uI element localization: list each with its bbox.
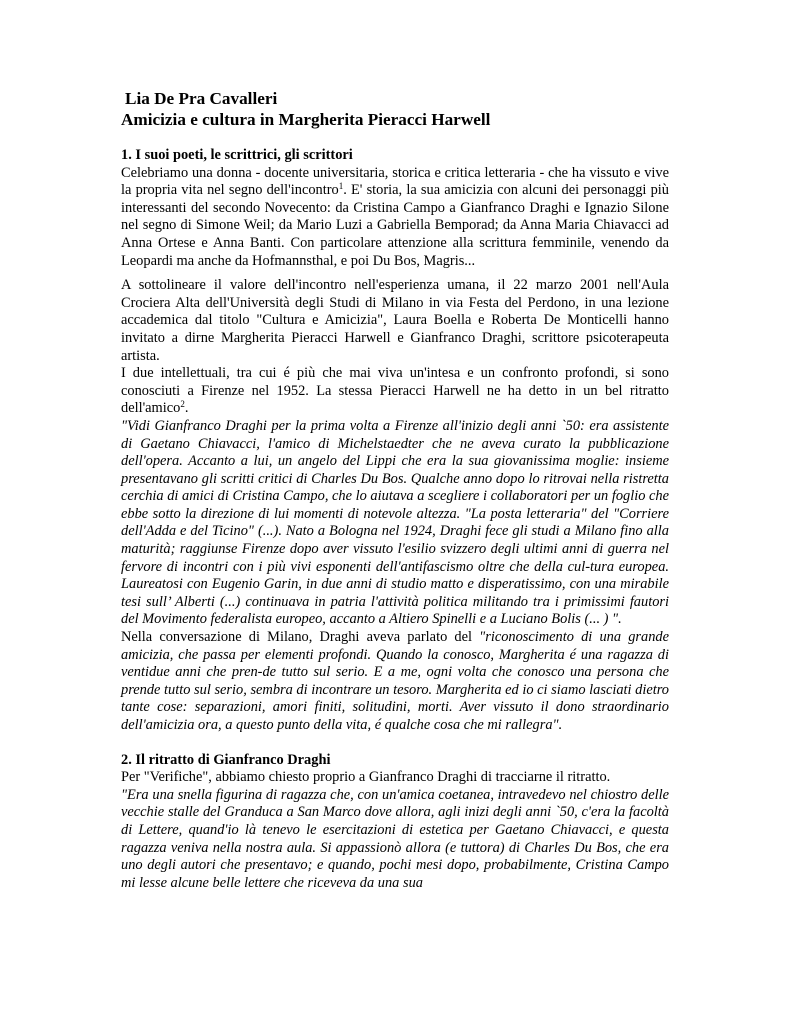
paragraph-text: Nella conversazione di Milano, Draghi aveva parlato del xyxy=(121,629,480,646)
author-name: Lia De Pra Cavalleri xyxy=(125,89,278,108)
section-1-paragraph-2: A sottolineare il valore dell'incontro nell'esperienza umana, il 22 marzo 2001 nell'Aula Crociera Alta dell'Università degli Studi di Milano in via Festa del Perdono, in una lezione accademica dal titolo "Cultura e Amicizia", Laura Boella e Roberta De Monticelli hanno invitato a dirne Margherita Pieracci Harwell e Gianfranco Draghi, scrittore psicoterapeuta artista. xyxy=(121,277,669,364)
section-1-paragraph-3 xyxy=(121,365,669,418)
section-2-paragraph-1: Per "Verifiche", abbiamo chiesto proprio a Gianfranco Draghi di tracciarne il ritratto. xyxy=(121,769,611,786)
inline-quote: "riconoscimento di una grande amicizia, che passa per elementi profondi. Quando la conosco, Margherita é una ragazza di ventidue anni che pren-de tutto sul serio. E a me, ogni volta che conosco una persona che prende tutto sul serio, sembra di incontrare un tesoro. Margherita ed io ci siamo lasciati dietro tante cose: separazioni, amori finiti, solitudini, morti. Aver vissuto il dono straordinario dell'amicizia ora, a questo punto della vita, é qualche cosa che mi rallegra". xyxy=(121,629,669,733)
footnote-marker-2[interactable]: 2 xyxy=(180,399,185,410)
section-1-heading: 1. I suoi poeti, le scrittrici, gli scrittori xyxy=(121,147,353,163)
paragraph-text: . E' storia, la sua amicizia con alcuni dei personaggi più interessanti del secondo Novecento: da Cristina Campo a Gianfranco Draghi e Ignazio Silone nel segno di Simone Weil; da Mario Luzi a Gabriella Bemporad; da Anna Maria Chiavacci ad Anna Ortese e Anna Banti. Con particolare attenzione alla scrittura femminile, venendo da Leopardi ma anche da Hofmannsthal, e poi Du Bos, Magris... xyxy=(121,182,669,269)
document-page xyxy=(121,88,669,892)
paragraph-text: I due intellettuali, tra cui é più che mai viva un'intesa e un confronto profondi, si sono conosciuti a Firenze nel 1952. La stessa Pieracci Harwell ne ha detto in un bel ritratto dell'amico xyxy=(121,365,669,417)
paragraph-text: Celebriamo una donna - docente universitaria, storica e critica letteraria - che ha vissuto e vive la propria vita nel segno dell'incontro xyxy=(121,164,669,199)
block-quote-2: "Era una snella figurina di ragazza che, con un'amica coetanea, intravedevo nel chiostro delle vecchie stalle del Granduca a San Marco dove allora, agli inizi degli anni `50, c'era la facoltà di Lettere, quand'io là tenevo le esercitazioni di estetica per Gaetano Chiavacci, e questa ragazza veniva nella nostra aula. Si appassionò allora (e tuttora) di Charles Du Bos, che era uno degli autori che presentavo; e quando, pochi mesi dopo, probabilmente, Cristina Campo mi lesse alcune belle lettere che riceveva da una sua xyxy=(121,786,669,891)
block-quote-1: "Vidi Gianfranco Draghi per la prima volta a Firenze all'inizio degli anni `50: era assistente di Gaetano Chiavacci, l'amico di Michelstaedter che ne aveva curato la pubblicazione dell'opera. Accanto a lui, un angelo del Lippi che era la sua giovanissima moglie: insieme presentavano gli scritti critici di Charles Du Bos. Qualche anno dopo lo ritrovai nella ristretta cerchia di amici di Cristina Campo, che lo aiutava a scegliere i collaboratori per un foglio che ebbe sotto la direzione di lui momenti di notevole altezza. "La posta letteraria" del "Corriere dell'Adda e del Ticino" (...). Nato a Bologna nel 1924, Draghi fece gli studi a Milano fino alla maturità; raggiunse Firenze dopo aver vissuto l'esilio svizzero degli ultimi anni di guerra nel fervore di incontri con i più vivi esponenti dell'antifascismo oltre che della cul-tura europea. Laureatosi con Eugenio Garin, in due anni di studio matto e disperatissimo, con una mirabile tesi sull’ Alberti (...) continuava in patria l'attività politica militando tra i primissimi fautori del Movimento federalista europeo, accanto a Altiero Spinelli e a Luciano Bolis (... ) ". xyxy=(121,417,669,628)
paragraph-text: . xyxy=(184,400,189,417)
section-2-heading: 2. Il ritratto di Gianfranco Draghi xyxy=(121,751,331,768)
footnote-marker-1[interactable]: 1 xyxy=(338,181,344,192)
section-1-paragraph-4 xyxy=(121,629,669,735)
section-1-paragraph-1 xyxy=(121,165,669,271)
article-title: Amicizia e cultura in Margherita Pieracci Harwell xyxy=(121,110,491,129)
